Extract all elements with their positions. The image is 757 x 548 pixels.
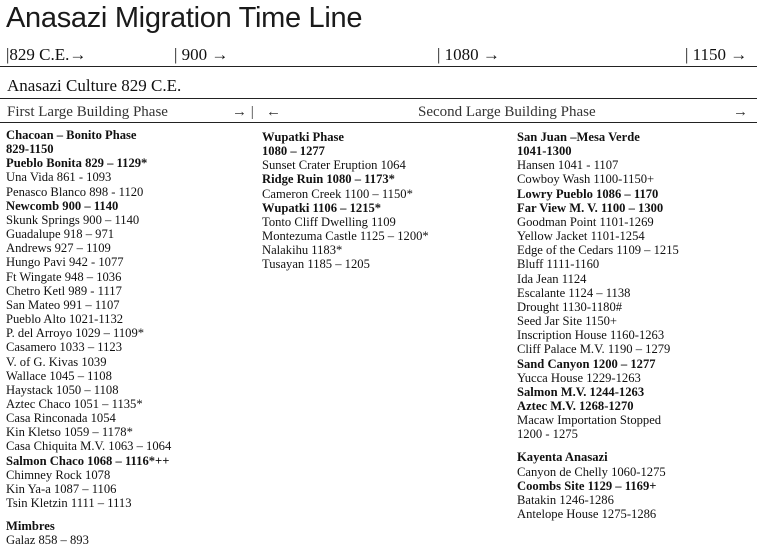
site-entry: Nalakihu 1183* <box>262 243 343 258</box>
site-entry: Ida Jean 1124 <box>517 271 587 286</box>
timeline-marker-1150: | 1150 → <box>685 45 748 64</box>
site-entry: Goodman Point 1101-1269 <box>517 214 654 229</box>
site-entry: Drought 1130-1180# <box>517 299 623 314</box>
site-heading: Lowry Pueblo 1086 – 1170 <box>517 186 659 201</box>
site-entry: Cliff Palace M.V. 1190 – 1279 <box>517 342 671 357</box>
site-entry: Batakin 1246-1286 <box>517 492 614 507</box>
page-title: Anasazi Migration Time Line <box>6 2 363 34</box>
site-entry: Casa Chiquita M.V. 1063 – 1064 <box>6 439 172 454</box>
site-heading: Coombs Site 1129 – 1169+ <box>517 478 657 493</box>
site-heading: 829-1150 <box>6 142 54 157</box>
culture-heading: Anasazi Culture 829 C.E. <box>7 76 182 95</box>
site-entry: Yucca House 1229-1263 <box>517 370 641 385</box>
phase-divider <box>0 122 757 123</box>
site-entry: Una Vida 861 - 1093 <box>6 170 112 185</box>
site-entry: Andrews 927 – 1109 <box>6 241 111 256</box>
site-entry: Casamero 1033 – 1123 <box>6 340 123 355</box>
site-entry: Canyon de Chelly 1060-1275 <box>517 464 666 479</box>
section-spacer <box>517 441 679 450</box>
site-entry: Wallace 1045 – 1108 <box>6 368 112 383</box>
site-entry: Chetro Ketl 989 - 1117 <box>6 283 122 298</box>
site-entry: Tusayan 1185 – 1205 <box>262 257 370 272</box>
site-entry: Ft Wingate 948 – 1036 <box>6 269 122 284</box>
site-heading: 1080 – 1277 <box>262 144 325 159</box>
timeline-marker-900: | 900 → <box>174 45 229 64</box>
site-entry: Macaw Importation Stopped <box>517 413 662 428</box>
site-entry: Casa Rinconada 1054 <box>6 411 116 426</box>
site-heading: Newcomb 900 – 1140 <box>6 198 119 213</box>
site-entry: Tsin Kletzin 1111 – 1113 <box>6 496 132 511</box>
site-entry: Seed Jar Site 1150+ <box>517 314 618 329</box>
site-heading: Kayenta Anasazi <box>517 450 608 465</box>
site-entry: Tonto Cliff Dwelling 1109 <box>262 214 396 229</box>
chacoan-column <box>6 128 171 548</box>
site-entry: Yellow Jacket 1101-1254 <box>517 229 645 244</box>
site-heading: Sand Canyon 1200 – 1277 <box>517 356 656 371</box>
timeline-divider <box>0 66 757 67</box>
timeline-marker-829: |829 C.E.→ <box>6 45 87 64</box>
site-heading: Wupatki Phase <box>262 130 345 144</box>
site-entry: Hungo Pavi 942 - 1077 <box>6 255 124 270</box>
site-entry: Pueblo Alto 1021-1132 <box>6 312 124 327</box>
site-entry: Edge of the Cedars 1109 – 1215 <box>517 243 679 258</box>
site-heading: Ridge Ruin 1080 – 1173* <box>262 172 395 187</box>
site-entry: Escalante 1124 – 1138 <box>517 285 631 300</box>
site-entry: Hansen 1041 - 1107 <box>517 158 619 173</box>
site-heading: Far View M. V. 1100 – 1300 <box>517 200 664 215</box>
site-entry: San Mateo 991 – 1107 <box>6 297 120 312</box>
site-heading: Chacoan – Bonito Phase <box>6 128 137 142</box>
site-entry: 1200 - 1275 <box>517 427 578 442</box>
site-entry: Sunset Crater Eruption 1064 <box>262 158 406 173</box>
second-phase-end-arrow: → <box>733 104 748 120</box>
site-heading: Salmon Chaco 1068 – 1116*++ <box>6 453 170 468</box>
site-entry: Chimney Rock 1078 <box>6 467 111 482</box>
site-heading: Salmon M.V. 1244-1263 <box>517 384 645 399</box>
site-entry: Aztec Chaco 1051 – 1135* <box>6 396 143 411</box>
second-phase-start-arrow: ← <box>266 104 281 120</box>
wupatki-column <box>262 130 429 272</box>
second-phase-label: Second Large Building Phase <box>418 104 596 120</box>
site-entry: Haystack 1050 – 1108 <box>6 382 119 397</box>
site-heading: Mimbres <box>6 519 55 534</box>
first-phase-end-arrow: → | <box>232 104 254 120</box>
section-spacer <box>6 510 171 519</box>
culture-divider <box>0 98 757 99</box>
site-heading: Pueblo Bonita 829 – 1129* <box>6 156 148 171</box>
mesa-verde-column <box>517 130 679 521</box>
site-entry: Bluff 1111-1160 <box>517 257 600 272</box>
first-phase-label: First Large Building Phase <box>7 104 168 120</box>
site-entry: Cowboy Wash 1100-1150+ <box>517 172 655 187</box>
site-entry: P. del Arroyo 1029 – 1109* <box>6 326 145 341</box>
site-entry: Kin Ya-a 1087 – 1106 <box>6 481 117 496</box>
site-heading: Aztec M.V. 1268-1270 <box>517 398 634 413</box>
site-entry: Skunk Springs 900 – 1140 <box>6 212 140 227</box>
site-entry: Cameron Creek 1100 – 1150* <box>262 186 413 201</box>
site-heading: Wupatki 1106 – 1215* <box>262 200 382 215</box>
site-entry: Montezuma Castle 1125 – 1200* <box>262 229 429 244</box>
site-entry: Kin Kletso 1059 – 1178* <box>6 425 133 440</box>
site-heading: 1041-1300 <box>517 144 572 159</box>
site-entry: Penasco Blanco 898 - 1120 <box>6 184 144 199</box>
site-entry: V. of G. Kivas 1039 <box>6 354 107 369</box>
site-heading: San Juan –Mesa Verde <box>517 130 640 144</box>
site-entry: Guadalupe 918 – 971 <box>6 227 115 242</box>
site-entry: Antelope House 1275-1286 <box>517 507 657 522</box>
timeline-marker-1080: | 1080 → <box>437 45 500 64</box>
site-entry: Galaz 858 – 893 <box>6 533 89 548</box>
site-entry: Inscription House 1160-1263 <box>517 328 665 343</box>
